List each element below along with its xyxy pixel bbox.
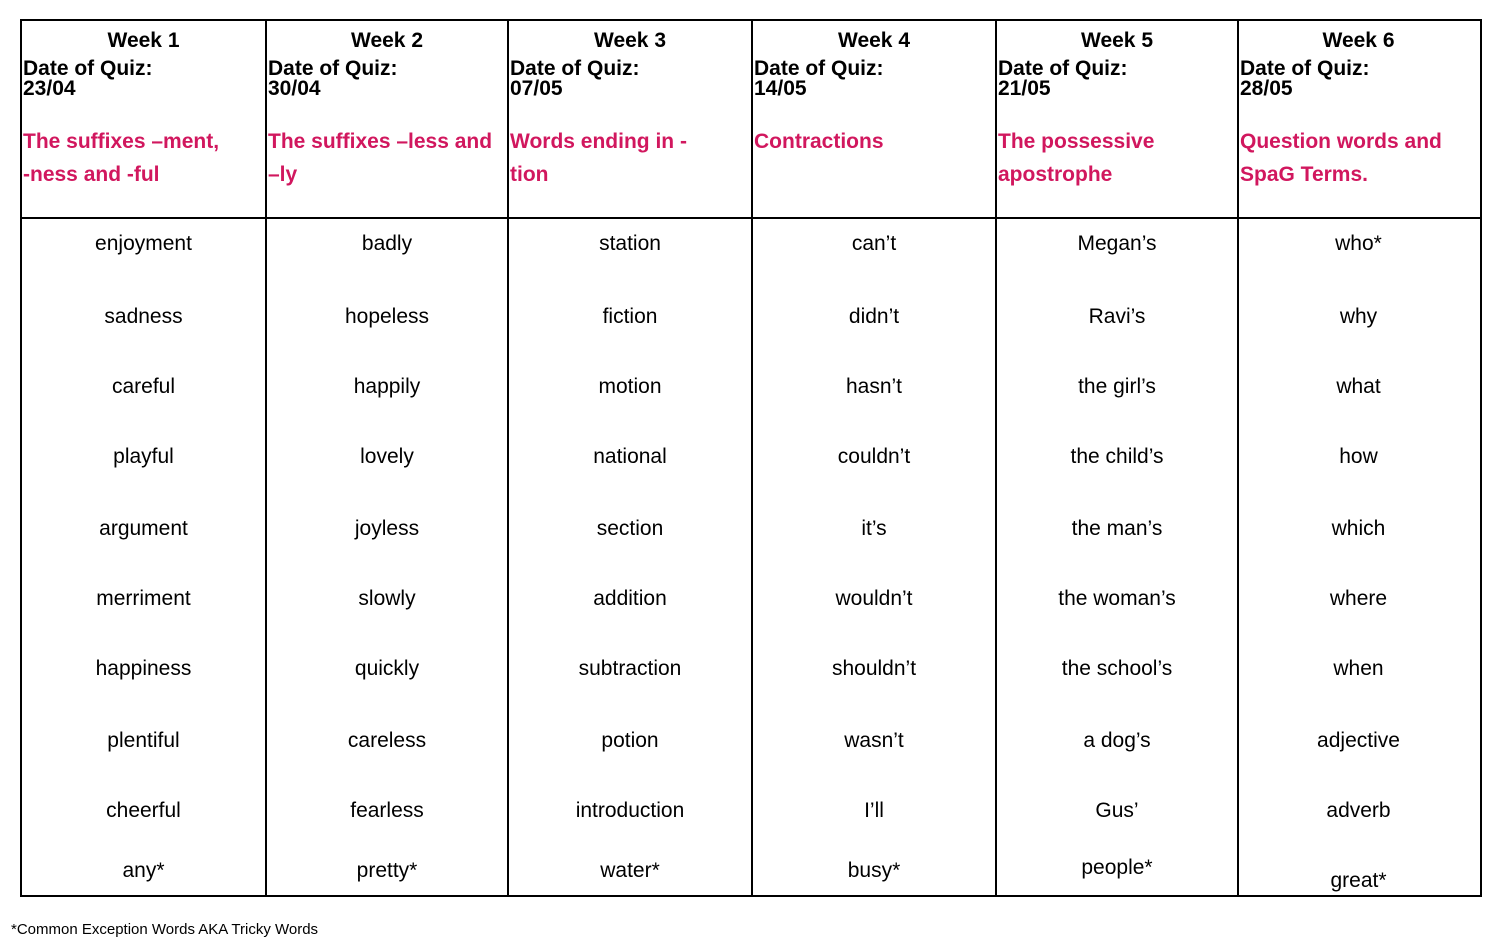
spelling-word: adverb xyxy=(1326,799,1391,822)
spelling-word: which xyxy=(1331,517,1386,540)
quiz-date-label: Date of Quiz: xyxy=(998,57,1128,80)
topic-line: The suffixes –ment, xyxy=(23,130,220,153)
spelling-word: great* xyxy=(1330,869,1387,892)
spelling-word: who* xyxy=(1335,232,1382,255)
topic-line: –ly xyxy=(268,163,298,186)
spelling-word: the woman’s xyxy=(1058,587,1176,610)
spelling-word: sadness xyxy=(104,305,183,328)
spelling-word: the school’s xyxy=(1061,657,1173,680)
quiz-date: 14/05 xyxy=(754,77,807,100)
spelling-word: any* xyxy=(122,859,165,882)
spelling-word: happily xyxy=(353,375,421,398)
spelling-word: station xyxy=(599,232,661,255)
spelling-word: section xyxy=(596,517,664,540)
quiz-date: 07/05 xyxy=(510,77,563,100)
topic-line: Question words and xyxy=(1240,130,1442,153)
week-title: Week 2 xyxy=(351,29,423,52)
week-title: Week 4 xyxy=(838,29,910,52)
quiz-date: 21/05 xyxy=(998,77,1051,100)
spelling-word: merriment xyxy=(96,587,191,610)
spelling-word: where xyxy=(1329,587,1388,610)
spelling-word: potion xyxy=(601,729,659,752)
quiz-date-label: Date of Quiz: xyxy=(510,57,640,80)
topic-title xyxy=(22,125,265,191)
spelling-word: addition xyxy=(593,587,667,610)
spelling-word: fiction xyxy=(602,305,658,328)
topic-line: Words ending in - xyxy=(510,130,687,153)
spelling-word: fearless xyxy=(350,799,424,822)
spelling-word: wouldn’t xyxy=(835,587,913,610)
spelling-word: hopeless xyxy=(344,305,430,328)
quiz-date-label: Date of Quiz: xyxy=(268,57,398,80)
week-header-6 xyxy=(1239,21,1478,217)
quiz-date: 23/04 xyxy=(23,77,76,100)
spelling-word: shouldn’t xyxy=(831,657,917,680)
topic-line: tion xyxy=(510,163,549,186)
topic-title xyxy=(1239,125,1478,191)
quiz-date: 30/04 xyxy=(268,77,321,100)
spelling-word: lovely xyxy=(360,445,414,468)
spelling-word: water* xyxy=(600,859,660,882)
spelling-word: busy* xyxy=(847,859,901,882)
spelling-word: motion xyxy=(598,375,662,398)
spelling-word: how xyxy=(1339,445,1378,468)
week-header-4 xyxy=(753,21,995,217)
spelling-word: playful xyxy=(113,445,174,468)
spelling-word: badly xyxy=(361,232,413,255)
spelling-word: why xyxy=(1339,305,1378,328)
topic-line: -ness and -ful xyxy=(23,163,160,186)
spelling-word: Megan’s xyxy=(1077,232,1157,255)
spelling-word: happiness xyxy=(95,657,192,680)
spelling-word: a dog’s xyxy=(1083,729,1151,752)
week-header-3 xyxy=(509,21,751,217)
spelling-word: people* xyxy=(1081,856,1153,879)
topic-title xyxy=(267,125,507,191)
topic-line: apostrophe xyxy=(998,163,1113,186)
topic-line: Contractions xyxy=(754,130,884,153)
spelling-word: what xyxy=(1336,375,1381,398)
spelling-word: slowly xyxy=(358,587,416,610)
spelling-word: cheerful xyxy=(106,799,181,822)
spelling-word: the child’s xyxy=(1070,445,1164,468)
footnote: *Common Exception Words AKA Tricky Words xyxy=(11,921,319,938)
spelling-word: pretty* xyxy=(356,859,418,882)
spelling-word: didn’t xyxy=(848,305,900,328)
quiz-date-label: Date of Quiz: xyxy=(1240,57,1370,80)
spelling-word: the girl’s xyxy=(1078,375,1156,398)
quiz-date-label: Date of Quiz: xyxy=(754,57,884,80)
spelling-word: national xyxy=(593,445,667,468)
topic-line: The suffixes –less and xyxy=(268,130,493,153)
week-header-1 xyxy=(22,21,265,217)
spelling-word: Ravi’s xyxy=(1088,305,1146,328)
spelling-word: wasn’t xyxy=(844,729,904,752)
spelling-word: it’s xyxy=(861,517,887,540)
quiz-date-label: Date of Quiz: xyxy=(23,57,153,80)
spelling-word: when xyxy=(1333,657,1384,680)
spelling-word: adjective xyxy=(1317,729,1400,752)
spelling-word: argument xyxy=(99,517,188,540)
spelling-word: the man’s xyxy=(1071,517,1163,540)
topic-title xyxy=(753,125,995,158)
spelling-word: couldn’t xyxy=(837,445,911,468)
spelling-word: careful xyxy=(111,375,176,398)
spelling-word: enjoyment xyxy=(95,232,192,255)
spelling-word: Gus’ xyxy=(1095,799,1139,822)
spelling-word: joyless xyxy=(354,517,420,540)
spelling-table xyxy=(20,19,1482,897)
topic-title xyxy=(997,125,1237,191)
spelling-word: I’ll xyxy=(864,799,884,822)
spelling-word: subtraction xyxy=(578,657,682,680)
week-title: Week 3 xyxy=(594,29,666,52)
topic-line: SpaG Terms. xyxy=(1240,163,1368,186)
week-header-5 xyxy=(997,21,1237,217)
week-header-2 xyxy=(267,21,507,217)
spelling-word: plentiful xyxy=(107,729,180,752)
week-title: Week 5 xyxy=(1081,29,1153,52)
spelling-word: introduction xyxy=(575,799,685,822)
spelling-word: quickly xyxy=(354,657,420,680)
topic-title xyxy=(509,125,751,191)
week-title: Week 1 xyxy=(107,29,180,52)
spelling-word: hasn’t xyxy=(845,375,903,398)
topic-line: The possessive xyxy=(998,130,1155,153)
spelling-word: can’t xyxy=(851,232,897,255)
week-title: Week 6 xyxy=(1322,29,1395,52)
spelling-word: careless xyxy=(347,729,427,752)
quiz-date: 28/05 xyxy=(1240,77,1293,100)
